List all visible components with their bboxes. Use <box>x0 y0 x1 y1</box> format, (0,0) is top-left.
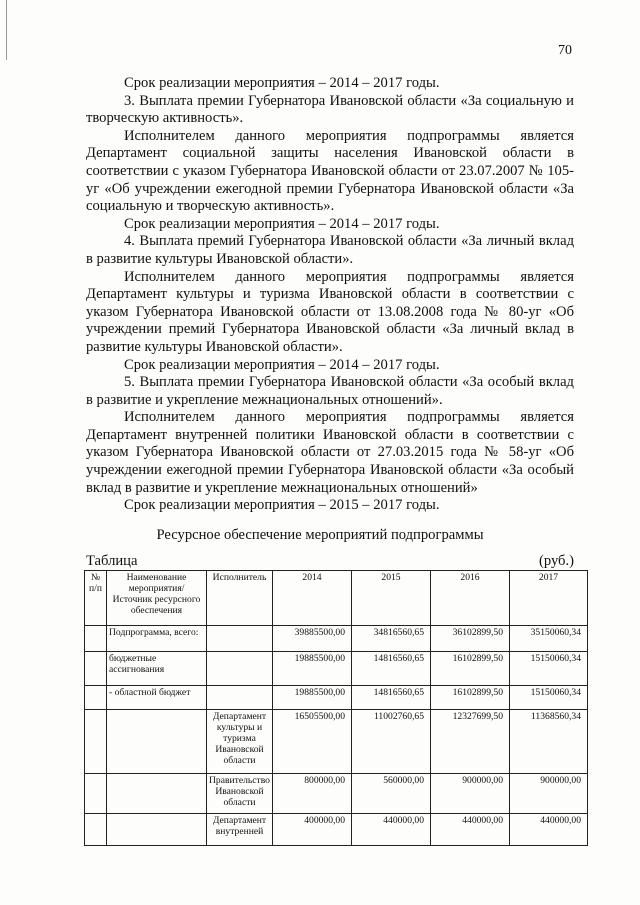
table-cell <box>107 774 207 814</box>
table-cell: 900000,00 <box>510 774 588 814</box>
paragraph: 3. Выплата премии Губернатора Ивановской области «За социальную и творческую активность». <box>86 92 574 127</box>
table-cell: 19885500,00 <box>273 652 352 686</box>
header-cell: 2014 <box>273 571 352 626</box>
table-row <box>85 652 588 686</box>
table-label: Таблица <box>86 553 138 569</box>
table-cell <box>85 774 107 814</box>
table-row <box>85 774 588 814</box>
paragraph: 4. Выплата премий Губернатора Ивановской области «За личный вклад в развитие культуры Ивановской области». <box>86 233 574 267</box>
table-cell: 14816560,65 <box>352 652 431 686</box>
table-cell: - областной бюджет <box>107 686 207 710</box>
table-cell: 11002760,65 <box>352 710 431 774</box>
paragraph: Срок реализации мероприятия – 2014 – 2017 годы. <box>124 215 440 232</box>
page-number: 70 <box>558 43 572 58</box>
header-cell: Наименование мероприятия/ Источник ресурсного обеспечения <box>107 571 207 626</box>
table-cell: 900000,00 <box>431 774 510 814</box>
paragraph: Срок реализации мероприятия – 2014 – 2017 годы. <box>124 75 440 91</box>
table-caption <box>86 553 574 570</box>
table-cell: Департамент культуры и туризма Ивановской области <box>207 710 273 774</box>
section-title: Ресурсное обеспечение мероприятий подпрограммы <box>156 527 484 543</box>
table-cell: 39885500,00 <box>273 626 352 652</box>
paragraph: 5. Выплата премии Губернатора Ивановской области «За особый вклад в развитие и укрепление межнациональных отношений». <box>86 374 574 408</box>
table-row <box>85 686 588 710</box>
table-cell: 800000,00 <box>273 774 352 814</box>
paragraph: Исполнителем данного мероприятия подпрограммы является Департамент культуры и туризма Ивановской области в соответствии с указом Губернатора Ивановской области от 13.08.2008 года № 80-уг «Об учреждении премий Губернатора Ивановской области «За личный вклад в развитие культуры Ивановской области». <box>86 268 574 355</box>
table-cell: 14816560,65 <box>352 686 431 710</box>
table-cell: 400000,00 <box>273 814 352 846</box>
resource-table <box>84 570 588 846</box>
table-cell: 11368560,34 <box>510 710 588 774</box>
table-cell: 440000,00 <box>510 814 588 846</box>
table-cell <box>107 710 207 774</box>
table-cell <box>85 626 107 652</box>
table-cell: 440000,00 <box>431 814 510 846</box>
header-cell: 2017 <box>510 571 588 626</box>
table-cell <box>85 814 107 846</box>
paragraph: Срок реализации мероприятия – 2015 – 2017 годы. <box>124 497 440 514</box>
header-cell: 2015 <box>352 571 431 626</box>
header-cell: № п/п <box>85 571 107 626</box>
table-cell: 16505500,00 <box>273 710 352 774</box>
table-cell: 34816560,65 <box>352 626 431 652</box>
table-cell: бюджетные ассигнования <box>107 652 207 686</box>
table-cell <box>207 626 273 652</box>
table-header-row <box>85 571 588 626</box>
table-cell: 35150060,34 <box>510 626 588 652</box>
table-cell: 16102899,50 <box>431 652 510 686</box>
header-cell: 2016 <box>431 571 510 626</box>
table-cell <box>207 652 273 686</box>
paragraph: Срок реализации мероприятия – 2014 – 2017 годы. <box>124 356 440 373</box>
table-cell <box>85 686 107 710</box>
table-cell <box>207 686 273 710</box>
paragraph: Исполнителем данного мероприятия подпрограммы является Департамент социальной защиты населения Ивановской области в соответствии с указом Губернатора Ивановской области от 23.07.2007 № 105-уг «Об учреждении ежегодной премии Губернатора Ивановской области «За социальную и творческую активность». <box>86 127 574 215</box>
table-cell: Подпрограмма, всего: <box>107 626 207 652</box>
table-cell <box>107 814 207 846</box>
table-cell <box>85 710 107 774</box>
table-row <box>85 814 588 846</box>
table-cell: 12327699,50 <box>431 710 510 774</box>
table-cell: 440000,00 <box>352 814 431 846</box>
table-row <box>85 710 588 774</box>
table-cell <box>85 652 107 686</box>
header-cell: Исполнитель <box>207 571 273 626</box>
table-cell: 15150060,34 <box>510 652 588 686</box>
table-cell: 560000,00 <box>352 774 431 814</box>
body-text <box>86 75 574 515</box>
table-unit: (руб.) <box>538 553 574 569</box>
table-cell: Правительство Ивановской области <box>207 774 273 814</box>
margin-line <box>6 0 7 60</box>
table-cell: 36102899,50 <box>431 626 510 652</box>
paragraph: Исполнителем данного мероприятия подпрограммы является Департамент внутренней политики Ивановской области в соответствии с указом Губернатора Ивановской области от 27.03.2015 года № 58-уг «Об учреждении ежегодной премии Губернатора Ивановской области «За особый вклад в развитие и укрепление межнациональных отношений» <box>86 409 574 496</box>
table-row <box>85 626 588 652</box>
table-cell: 15150060,34 <box>510 686 588 710</box>
table-cell: 19885500,00 <box>273 686 352 710</box>
table-cell: Департамент внутренней <box>207 814 273 846</box>
table-cell: 16102899,50 <box>431 686 510 710</box>
